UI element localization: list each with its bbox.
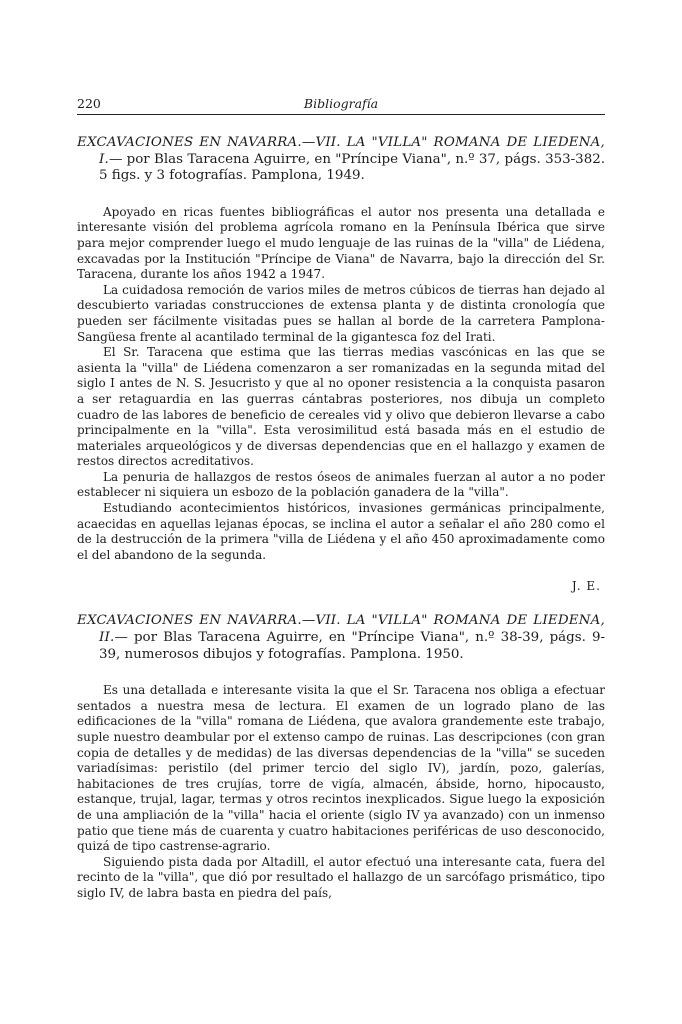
entry-2-title: EXCAVACIONES EN NAVARRA.—VII. LA "VILLA" ROMANA DE LIEDENA, II. (77, 613, 605, 646)
running-title: Bibliografía (303, 96, 379, 111)
entry-1-citation: — por Blas Taracena Aguirre, en "Príncipe Viana", n.º 37, págs. 353-382. 5 figs. y 3 fotografías. Pamplona, 1949. (99, 151, 605, 184)
entry-1-heading (77, 135, 605, 185)
entry-1-paragraph-3: El Sr. Taracena que estima que las tierras medias vascónicas en las que se asienta la "villa" de Liédena comenzaron a ser romanizadas en la segunda mitad del siglo I antes de N. S. Jesucristo y que al no oponer resistencia a la conquista pasaron a ser retaguardia en las guerras cántabras posteriores, nos dibuja un completo cuadro de las labores de beneficio de cereales vid y olivo que debieron llevarse a cabo principalmente en la "villa". Esta verosimilitud está basada más en el estudio de materiales arqueológicos y de diversas dependencias que en el hallazgo y examen de restos directos acreditativos. (77, 345, 605, 469)
entry-1-paragraph-4: La penuria de hallazgos de restos óseos de animales fuerzan al autor a no poder establecer ni siquiera un esbozo de la población ganadera de la "villa". (77, 469, 605, 500)
entry-1-paragraph-2: La cuidadosa remoción de varios miles de metros cúbicos de tierras han dejado al descubierto variadas construcciones de extensa planta y de distinta cronología que pueden ser fácilmente visitadas pues se hallan al borde de la carretera Pamplona-Sangüesa frente al acantilado terminal de la gigantesca foz del Irati. (77, 282, 605, 344)
entry-1-paragraph-5: Estudiando acontecimientos históricos, invasiones germánicas principalmente, acaecidas en aquellas lejanas épocas, se inclina el autor a señalar el año 280 como el de la destrucción de la primera "villa de Liédena y el año 450 aproximadamente como el del abandono de la segunda. (77, 501, 605, 562)
entry-2-paragraph-2: Siguiendo pista dada por Altadill, el autor efectuó una interesante cata, fuera del recinto de la "villa", que dió por resultado el hallazgo de un sarcófago prismático, tipo siglo IV, de labra basta en piedra del país, (77, 854, 605, 900)
running-header (77, 92, 605, 115)
entry-2-citation: — por Blas Taracena Aguirre, en "Príncipe Viana", n.º 38-39, págs. 9-39, numerosos dibujos y fotografías. Pamplona. 1950. (99, 630, 605, 662)
entry-1-title: EXCAVACIONES EN NAVARRA.—VII. LA "VILLA" ROMANA DE LIEDENA, I. (77, 135, 605, 167)
entry-1-paragraph-1: Apoyado en ricas fuentes bibliográficas el autor nos presenta una detallada e interesante visión del problema agrícola romano en la Península Ibérica que sirve para mejor comprender luego el mudo lenguaje de las ruinas de la "villa" de Liédena, excavadas por la Institución "Príncipe de Viana" de Navarra, bajo la dirección del Sr. Taracena, durante los años 1942 a 1947. (77, 204, 605, 282)
entry-2-paragraph-1: Es una detallada e interesante visita la que el Sr. Taracena nos obliga a efectuar sentados a nuestra mesa de lectura. El examen de un logrado plano de las edificaciones de la "villa" romana de Liédena, que avalora grandemente este trabajo, suple nuestro deambular por el extenso campo de ruinas. Las descripciones (con gran copia de detalles y de medidas) de las diversas dependencias de la "villa" se suceden variadísimas: peristilo (del primer tercio del siglo IV), jardín, pozo, galerías, habitaciones de tres crujías, torre de vigía, almacén, ábside, horno, hipocausto, estanque, trujal, lagar, termas y otros recintos inexplicados. Sigue luego la exposición de una ampliación de la "villa" hacia el oriente (siglo IV ya avanzado) con un inmenso patio que tiene más de cuarenta y cuatro habitaciones periféricas de uso desconocido, quizá de tipo castrense-agrario. (77, 683, 605, 854)
entry-2-heading (77, 613, 605, 663)
entry-2-body (77, 683, 605, 901)
page-number: 220 (77, 96, 101, 111)
entry-1-body (77, 205, 605, 564)
book-page (77, 92, 605, 902)
entry-1-signature: J. E. (571, 579, 601, 594)
